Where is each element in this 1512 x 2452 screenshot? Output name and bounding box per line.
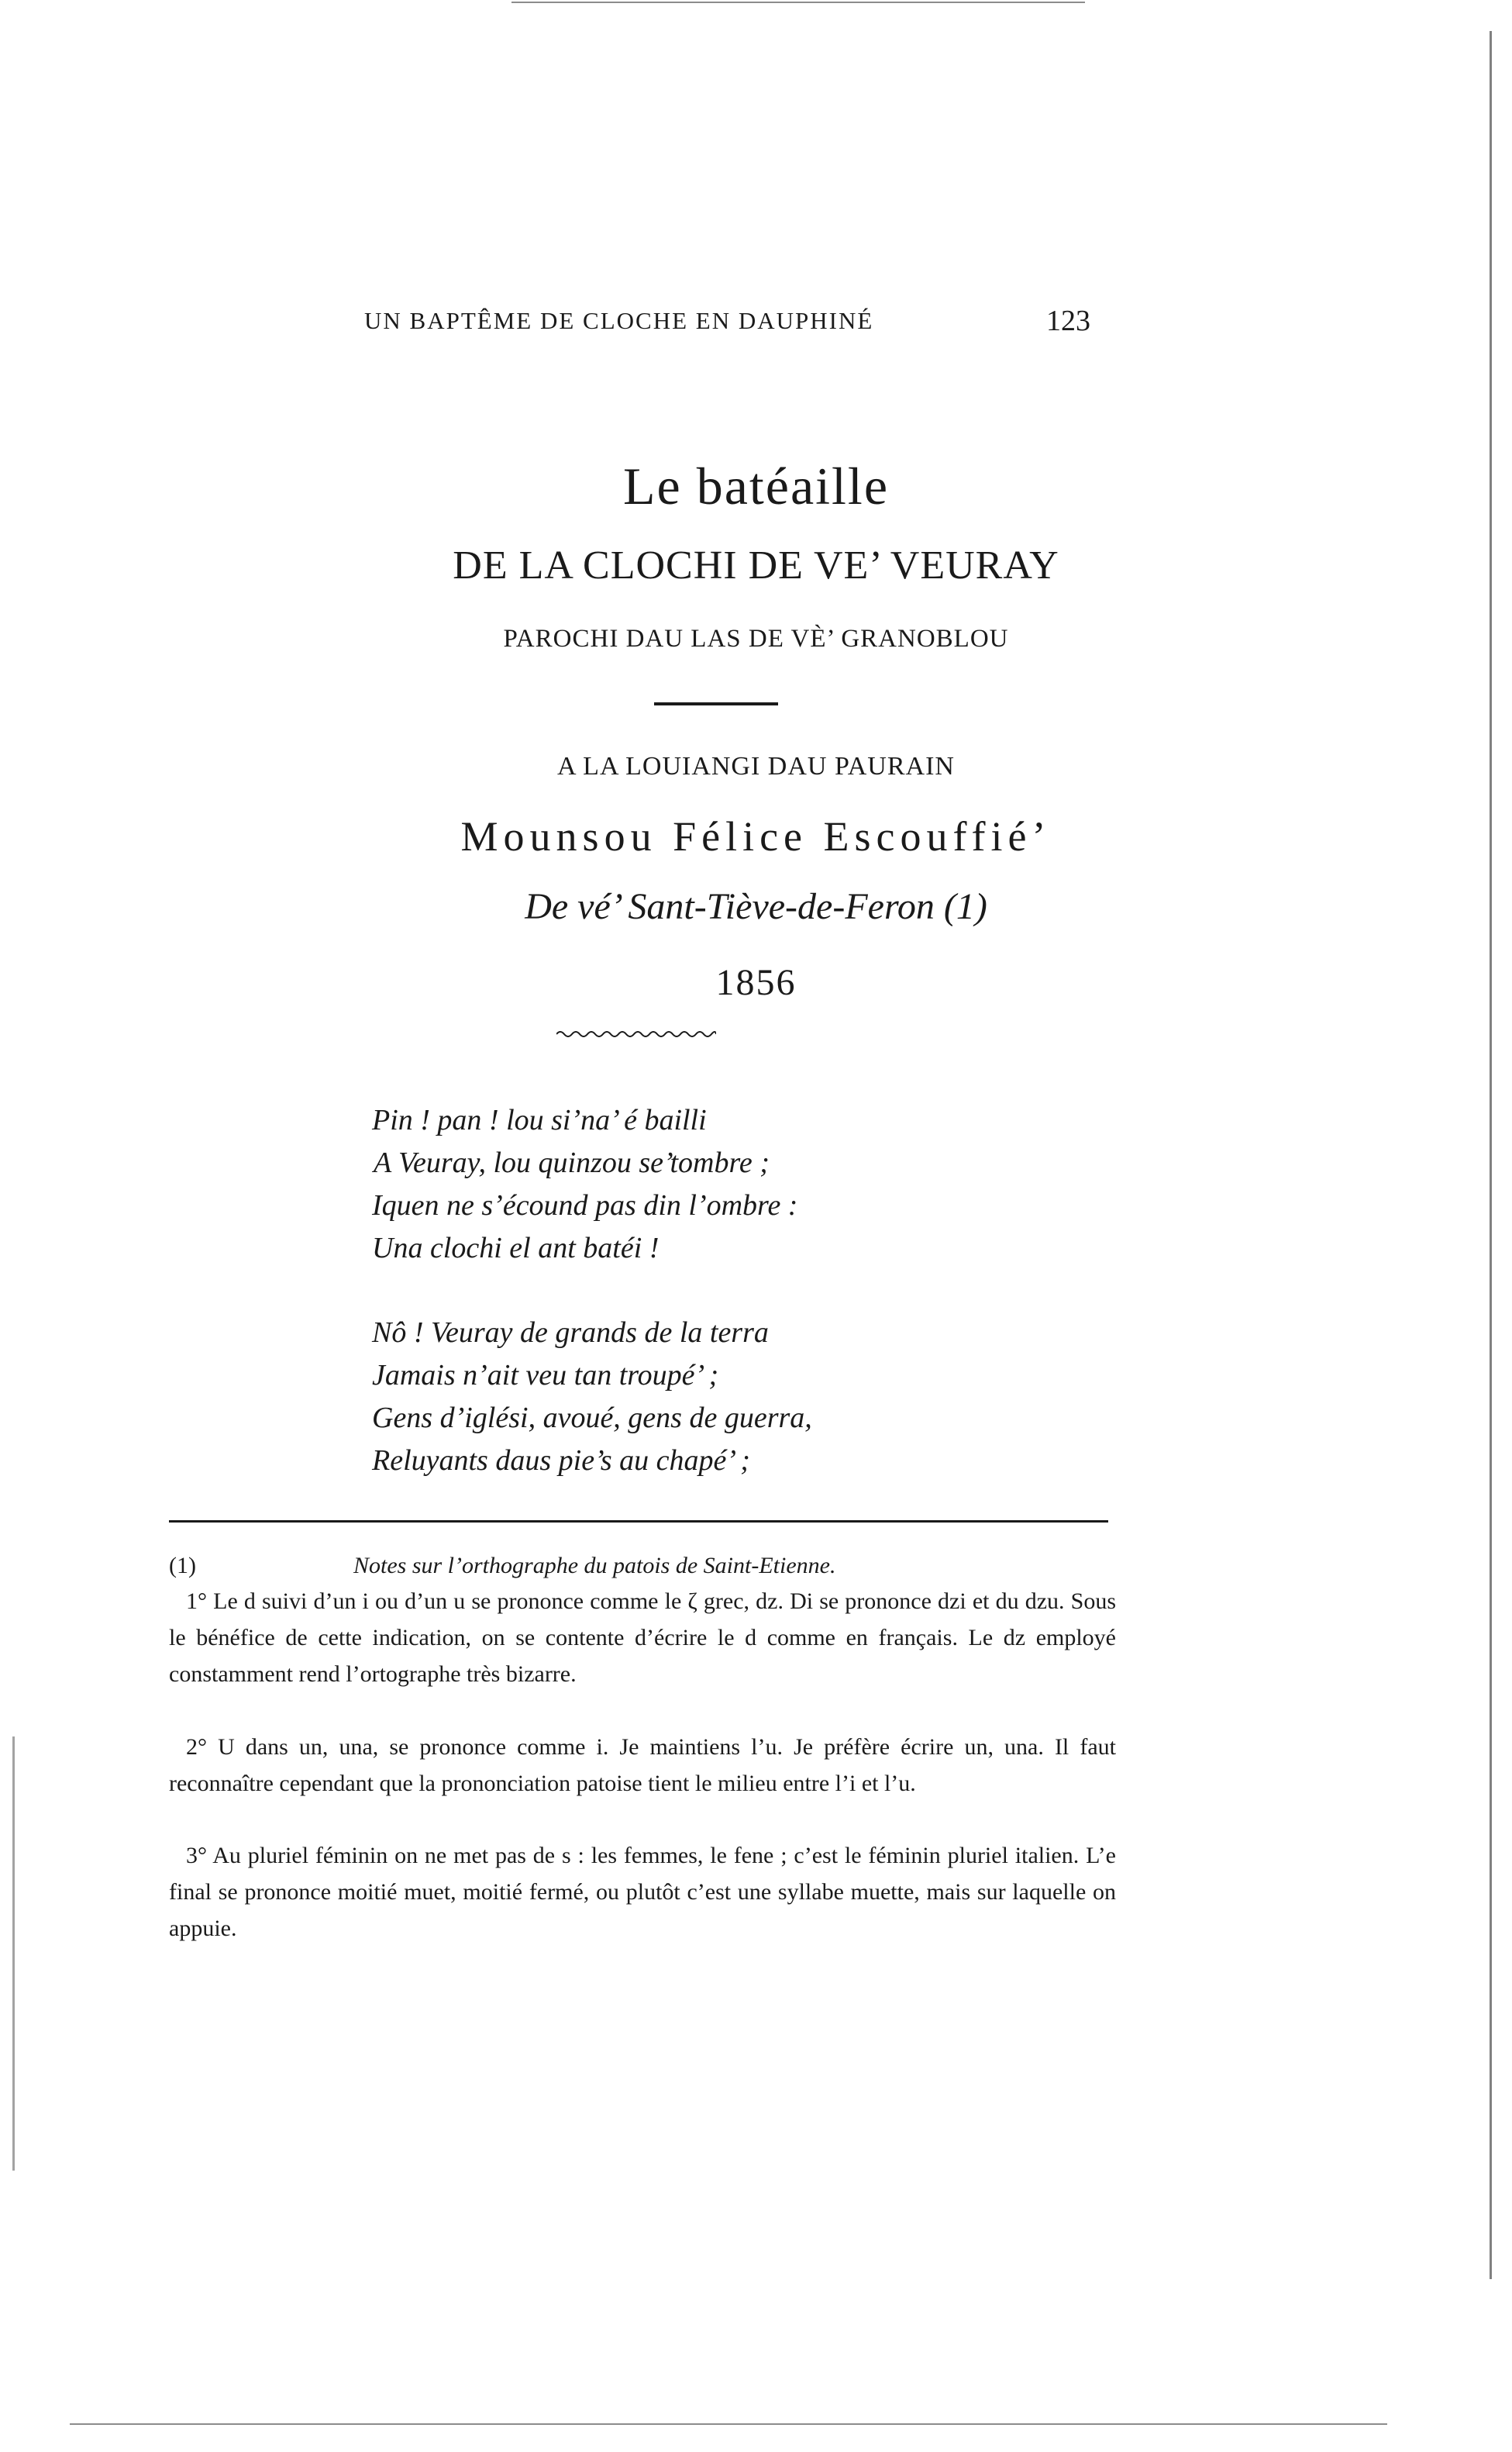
patron-name: Mounsou Félice Escouffié’ [460, 813, 1052, 860]
stanza-2-line-4: Reluyants daus pie’s au chapé’ ; [372, 1444, 750, 1477]
footnote-paragraph-2: 2° U dans un, una, se prononce comme i. Je maintiens l’u. Je préfère écrire un, una. Il faut reconnaître cependant que la prononciation patoise tient le milieu entre l’i et l’u. [169, 1734, 1116, 1796]
poem-subtitle: DE LA CLOCHI DE VE’ VEURAY [453, 543, 1059, 588]
stanza-1-line-4: Una clochi el ant batéi ! [372, 1232, 660, 1264]
wavy-ornament [556, 1029, 716, 1039]
scan-edge-right [1490, 31, 1492, 2279]
footnote-marker: (1) [169, 1553, 196, 1578]
scan-edge-bottom [70, 2423, 1387, 2425]
stanza-2-line-1: Nô ! Veuray de grands de la terra [372, 1316, 769, 1349]
title-divider [654, 702, 778, 705]
parish-line: PAROCHI DAU LAS DE VÈ’ GRANOBLOU [503, 625, 1009, 653]
stanza-1-line-1: Pin ! pan ! lou si’na’ é bailli [372, 1104, 707, 1136]
running-header: UN BAPTÊME DE CLOCHE EN DAUPHINÉ [364, 307, 874, 334]
stanza-1-line-3: Iquen ne s’écound pas din l’ombre : [372, 1189, 798, 1222]
footnote-divider [169, 1520, 1108, 1523]
poem-title: Le batéaille [622, 457, 889, 516]
footnote-title: Notes sur l’orthographe du patois de Saint-Etienne. [353, 1553, 836, 1578]
stanza-2 [372, 1312, 812, 1482]
scan-edge-left [12, 1736, 15, 2171]
page-number: 123 [1046, 305, 1090, 337]
stanza-2-line-3: Gens d’iglési, avoué, gens de guerra, [372, 1402, 812, 1434]
stanza-1 [372, 1099, 797, 1270]
patron-origin: De vé’ Sant-Tiève-de-Feron (1) [525, 886, 987, 927]
stanza-1-line-2: A Veuray, lou quinzou se’tombre ; [374, 1147, 770, 1179]
stanza-2-line-2: Jamais n’ait veu tan troupé’ ; [372, 1359, 719, 1392]
dedication-line: A LA LOUIANGI DAU PAURAIN [557, 752, 955, 781]
footnote-paragraph-3: 3° Au pluriel féminin on ne met pas de s : les femmes, le fene ; c’est le féminin pluriel italien. L’e final se prononce moitié muet, moitié fermé, ou plutôt c’est une syllabe muette, mais sur laquelle on appuie. [169, 1843, 1116, 1941]
poem-year: 1856 [715, 962, 797, 1003]
scan-edge-top [511, 2, 1085, 3]
footnote-heading [169, 1547, 1116, 1584]
footnote-paragraph-1: 1° Le d suivi d’un i ou d’un u se prononce comme le ζ grec, dz. Di se prononce dzi et du dzu. Sous le bénéfice de cette indication, on se contente d’écrire le d comme en français. Le dz employé constamment rend l’ortographe très bizarre. [169, 1588, 1116, 1687]
